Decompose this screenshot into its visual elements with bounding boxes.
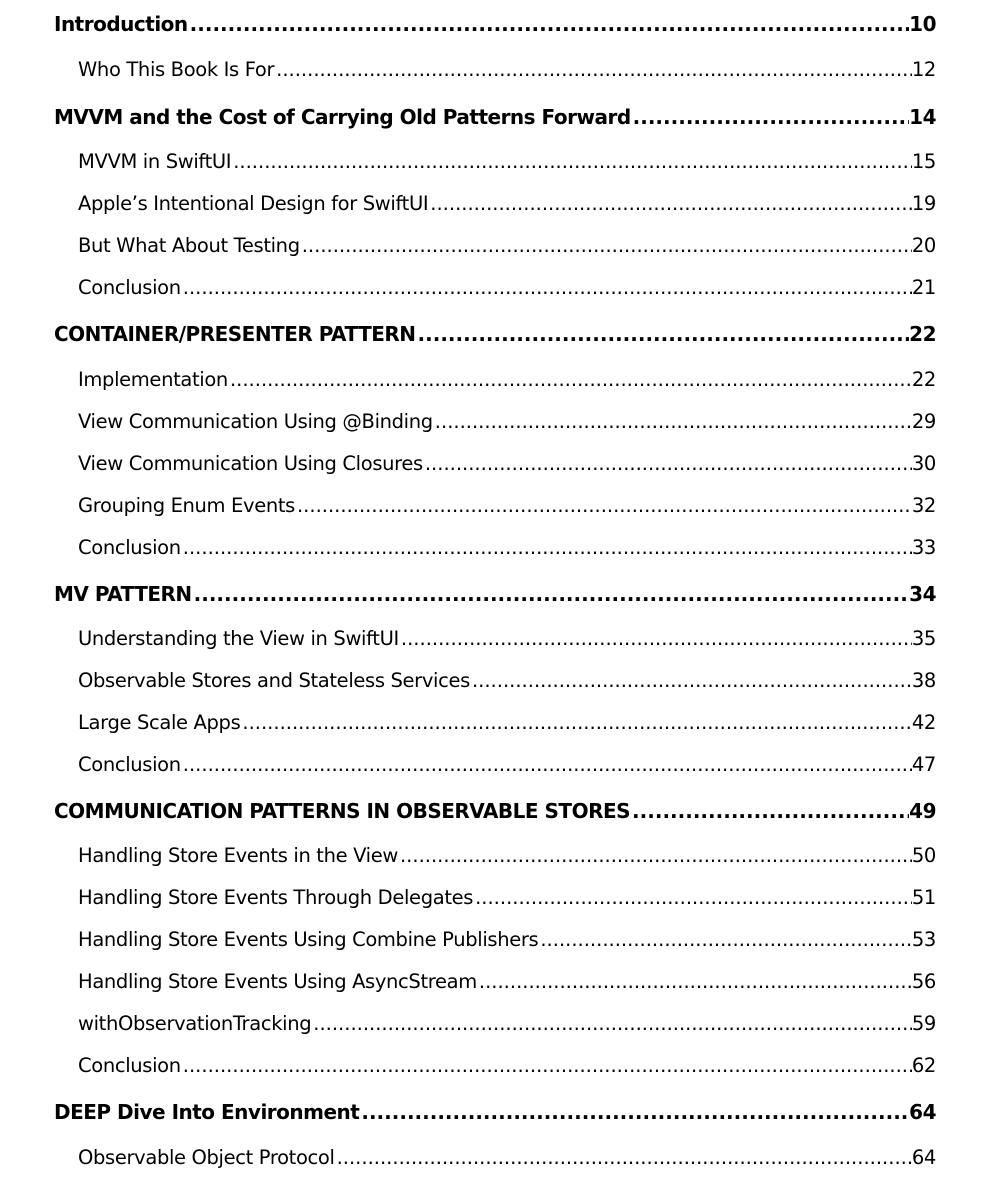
toc-entry-title: withObservationTracking: [78, 1012, 312, 1035]
toc-page-number: 59: [911, 1012, 936, 1035]
dot-leader: [313, 1012, 912, 1035]
dot-leader: [435, 410, 912, 433]
toc-page-number: 29: [911, 410, 936, 433]
dot-leader: [418, 322, 910, 346]
toc-section-entry[interactable]: [78, 711, 936, 734]
toc-entry-title: Apple’s Intentional Design for SwiftUI: [78, 192, 429, 215]
toc-page-number: 12: [911, 58, 936, 81]
toc-entry-title: DEEP Dive Into Environment: [54, 1100, 360, 1124]
toc-entry-title: Handling Store Events in the View: [78, 844, 398, 867]
toc-page-number: 51: [911, 886, 936, 909]
toc-entry-title: Large Scale Apps: [78, 711, 241, 734]
toc-section-entry[interactable]: [78, 627, 936, 650]
toc-entry-title: Conclusion: [78, 1054, 181, 1077]
dot-leader: [190, 12, 910, 36]
toc-page-number: 50: [911, 844, 936, 867]
dot-leader: [337, 1146, 912, 1169]
toc-page-number: 53: [911, 928, 936, 951]
toc-page-number: 49: [909, 799, 936, 823]
toc-chapter-entry[interactable]: [54, 582, 936, 606]
dot-leader: [472, 669, 912, 692]
toc-entry-title: But What About Testing: [78, 234, 300, 257]
toc-section-entry[interactable]: [78, 494, 936, 517]
toc-entry-title: Conclusion: [78, 276, 181, 299]
toc-section-entry[interactable]: [78, 536, 936, 559]
dot-leader: [194, 582, 910, 606]
toc-page-number: 38: [911, 669, 936, 692]
dot-leader: [183, 276, 912, 299]
toc-chapter-entry[interactable]: [54, 12, 936, 36]
toc-page-number: 33: [911, 536, 936, 559]
dot-leader: [302, 234, 912, 257]
toc-entry-title: Conclusion: [78, 536, 181, 559]
toc-chapter-entry[interactable]: [54, 322, 936, 346]
dot-leader: [540, 928, 912, 951]
toc-section-entry[interactable]: [78, 1054, 936, 1077]
toc-section-entry[interactable]: [78, 1146, 936, 1169]
toc-page-number: 62: [911, 1054, 936, 1077]
toc-entry-title: Who This Book Is For: [78, 58, 275, 81]
dot-leader: [183, 753, 912, 776]
toc-section-entry[interactable]: [78, 58, 936, 81]
toc-page-number: 20: [911, 234, 936, 257]
toc-entry-title: Observable Stores and Stateless Services: [78, 669, 470, 692]
toc-page-number: 15: [911, 150, 936, 173]
dot-leader: [475, 886, 912, 909]
toc-entry-title: CONTAINER/PRESENTER PATTERN: [54, 322, 416, 346]
toc-page-number: 56: [911, 970, 936, 993]
toc-entry-title: View Communication Using @Binding: [78, 410, 433, 433]
toc-chapter-entry[interactable]: [54, 799, 936, 823]
dot-leader: [183, 536, 912, 559]
dot-leader: [401, 627, 912, 650]
toc-section-entry[interactable]: [78, 753, 936, 776]
dot-leader: [183, 1054, 912, 1077]
toc-entry-title: View Communication Using Closures: [78, 452, 423, 475]
toc-entry-title: MVVM and the Cost of Carrying Old Patterns Forward: [54, 105, 631, 129]
toc-section-entry[interactable]: [78, 970, 936, 993]
toc-page-number: 35: [911, 627, 936, 650]
toc-page-number: 22: [911, 368, 936, 391]
toc-page-number: 22: [909, 322, 936, 346]
dot-leader: [297, 494, 912, 517]
dot-leader: [361, 1100, 909, 1124]
toc-page-number: 14: [909, 105, 936, 129]
dot-leader: [633, 105, 910, 129]
toc-page-number: 47: [911, 753, 936, 776]
toc-entry-title: COMMUNICATION PATTERNS IN OBSERVABLE STORES: [54, 799, 631, 823]
toc-entry-title: Handling Store Events Using AsyncStream: [78, 970, 477, 993]
toc-entry-title: Introduction: [54, 12, 188, 36]
toc-section-entry[interactable]: [78, 928, 936, 951]
toc-entry-title: Handling Store Events Through Delegates: [78, 886, 474, 909]
toc-section-entry[interactable]: [78, 368, 936, 391]
dot-leader: [230, 368, 912, 391]
toc-section-entry[interactable]: [78, 669, 936, 692]
dot-leader: [425, 452, 912, 475]
toc-entry-title: MVVM in SwiftUI: [78, 150, 232, 173]
dot-leader: [400, 844, 912, 867]
toc-entry-title: MV PATTERN: [54, 582, 192, 606]
toc-section-entry[interactable]: [78, 844, 936, 867]
toc-page-number: 32: [911, 494, 936, 517]
dot-leader: [233, 150, 912, 173]
toc-entry-title: Understanding the View in SwiftUI: [78, 627, 399, 650]
toc-section-entry[interactable]: [78, 452, 936, 475]
toc-entry-title: Grouping Enum Events: [78, 494, 295, 517]
toc-section-entry[interactable]: [78, 150, 936, 173]
toc-section-entry[interactable]: [78, 276, 936, 299]
dot-leader: [632, 799, 909, 823]
toc-page-number: 19: [911, 192, 936, 215]
toc-section-entry[interactable]: [78, 234, 936, 257]
toc-page-number: 64: [909, 1100, 936, 1124]
toc-entry-title: Observable Object Protocol: [78, 1146, 335, 1169]
toc-section-entry[interactable]: [78, 192, 936, 215]
toc-page-number: 42: [911, 711, 936, 734]
dot-leader: [430, 192, 912, 215]
toc-page-number: 64: [911, 1146, 936, 1169]
dot-leader: [479, 970, 912, 993]
dot-leader: [276, 58, 912, 81]
dot-leader: [242, 711, 911, 734]
toc-section-entry[interactable]: [78, 886, 936, 909]
toc-page-number: 34: [909, 582, 936, 606]
toc-page-number: 30: [911, 452, 936, 475]
toc-entry-title: Conclusion: [78, 753, 181, 776]
toc-page-number: 10: [909, 12, 936, 36]
toc-entry-title: Handling Store Events Using Combine Publishers: [78, 928, 539, 951]
toc-page-number: 21: [911, 276, 936, 299]
toc-entry-title: Implementation: [78, 368, 228, 391]
toc-section-entry[interactable]: [78, 1012, 936, 1035]
toc-section-entry[interactable]: [78, 410, 936, 433]
toc-chapter-entry[interactable]: [54, 105, 936, 129]
toc-chapter-entry[interactable]: [54, 1100, 936, 1124]
